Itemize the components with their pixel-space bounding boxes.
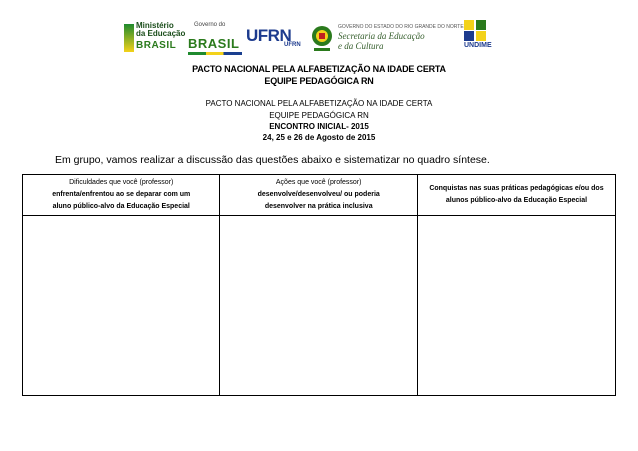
instruction-text: Em grupo, vamos realizar a discussão das questões abaixo e sistematizar no quadro síntese. bbox=[55, 154, 490, 166]
column-header-dificuldades bbox=[23, 175, 220, 216]
logo-text: UFRN bbox=[284, 42, 301, 48]
governo-brasil-logo bbox=[188, 20, 244, 56]
logo-text: Governo do bbox=[194, 22, 226, 28]
logo-text: Ministério bbox=[136, 21, 174, 30]
synthesis-table bbox=[22, 174, 616, 396]
logo-text: da Educação bbox=[136, 29, 186, 38]
header-line: aluno público-alvo da Educação Especial bbox=[52, 203, 190, 210]
logo-text: e da Cultura bbox=[338, 41, 384, 51]
header-line: alunos público-alvo da Educação Especial bbox=[445, 197, 588, 204]
logo-text: BRASIL bbox=[188, 36, 240, 51]
logo-text: GOVERNO DO ESTADO DO RIO GRANDE DO NORTE bbox=[338, 24, 464, 30]
header-line: enfrenta/enfrentou ao se deparar com um bbox=[52, 191, 191, 198]
header-line: desenvolver na prática inclusiva bbox=[264, 203, 373, 210]
undime-emblem-icon bbox=[444, 20, 508, 44]
team-name: EQUIPE PEDAGÓGICA RN bbox=[269, 111, 369, 120]
answer-cell-conquistas[interactable] bbox=[417, 216, 615, 396]
undime-logo bbox=[444, 20, 508, 56]
logo-text: Secretaria da Educação bbox=[338, 31, 425, 41]
program-title: PACTO NACIONAL PELA ALFABETIZAÇÃO NA IDADE CERTA bbox=[205, 99, 433, 108]
event-name: ENCONTRO INICIAL- 2015 bbox=[269, 122, 369, 131]
page-subtitle: EQUIPE PEDAGÓGICA RN bbox=[264, 76, 374, 86]
header-line: desenvolve/desenvolveu/ ou poderia bbox=[257, 191, 380, 198]
rn-state-seal-icon bbox=[310, 20, 334, 56]
flag-color-bar bbox=[188, 52, 242, 55]
seal-icon bbox=[310, 20, 334, 56]
logo-banner bbox=[122, 20, 540, 56]
brazil-flag-stripe bbox=[124, 24, 134, 52]
answer-cell-dificuldades[interactable] bbox=[23, 216, 220, 396]
table-header-row bbox=[23, 175, 616, 216]
answer-cell-acoes[interactable] bbox=[220, 216, 417, 396]
header-line: Conquistas nas suas práticas pedagógicas e/ou dos bbox=[429, 185, 604, 192]
header-line: Dificuldades que você (professor) bbox=[69, 179, 174, 186]
page-title: PACTO NACIONAL PELA ALFABETIZAÇÃO NA IDADE CERTA bbox=[192, 64, 446, 74]
event-dates: 24, 25 e 26 de Agosto de 2015 bbox=[262, 133, 376, 142]
column-header-conquistas bbox=[417, 175, 615, 216]
table-row bbox=[23, 216, 616, 396]
logo-text: UNDIME bbox=[464, 42, 492, 49]
logo-text: BRASIL bbox=[136, 40, 177, 51]
secretaria-educacao-logo bbox=[336, 20, 464, 56]
ministerio-educacao-logo bbox=[122, 20, 186, 56]
ufrn-logo bbox=[246, 20, 306, 56]
header-line: Ações que você (professor) bbox=[275, 179, 362, 186]
logo-text: UFRN bbox=[246, 26, 292, 45]
column-header-acoes bbox=[220, 175, 417, 216]
